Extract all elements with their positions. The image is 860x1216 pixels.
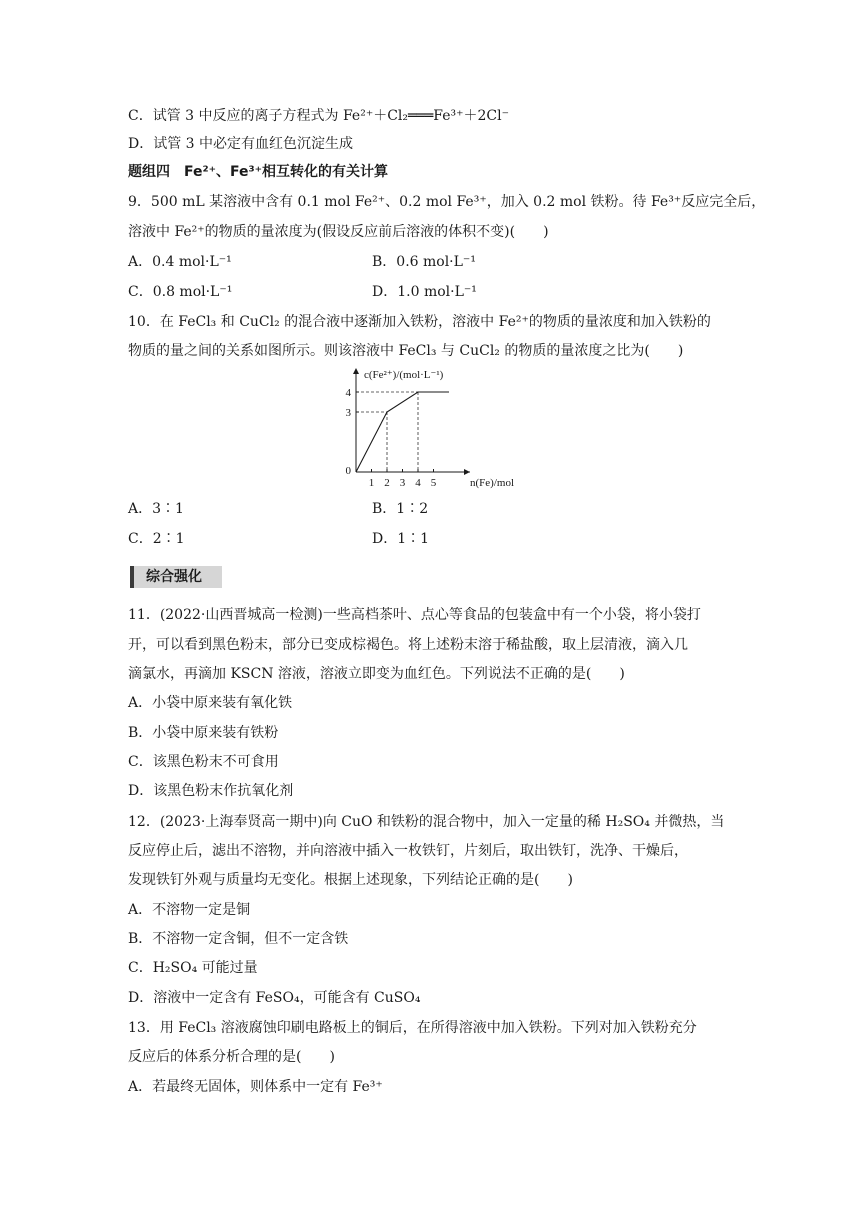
q11-option-d: D．该黑色粉末作抗氧化剂	[128, 783, 294, 799]
q10-option-a: A．3∶1	[128, 501, 184, 517]
x-tick-label-2: 2	[384, 477, 390, 489]
q12-option-d: D．溶液中一定含有 FeSO₄，可能含有 CuSO₄	[128, 990, 421, 1006]
q10-option-c: C．2∶1	[128, 531, 185, 547]
q11-option-a: A．小袋中原来装有氧化铁	[128, 695, 293, 711]
series-line-0	[356, 392, 449, 472]
q11-stem-line1: 11．(2022·山西晋城高一检测)一些高档茶叶、点心等食品的包装盒中有一个小袋，将小袋打	[128, 607, 701, 623]
origin-label: 0	[345, 465, 351, 477]
q12-option-c: C．H₂SO₄ 可能过量	[128, 960, 258, 976]
q9-option-d: D．1.0 mol·L⁻¹	[372, 284, 477, 300]
q13-stem-line1: 13．用 FeCl₃ 溶液腐蚀印刷电路板上的铜后，在所得溶液中加入铁粉。下列对加入铁粉充分	[128, 1020, 697, 1036]
q12-stem-line1: 12．(2023·上海奉贤高一期中)向 CuO 和铁粉的混合物中，加入一定量的稀 H₂SO₄ 并微热，当	[128, 814, 725, 830]
q8-option-d: D．试管 3 中必定有血红色沉淀生成	[128, 136, 354, 152]
q9-stem-line2: 溶液中 Fe²⁺的物质的量浓度为(假设反应前后溶液的体积不变)( )	[128, 224, 549, 240]
q12-stem-line2: 反应停止后，滤出不溶物，并向溶液中插入一枚铁钉，片刻后，取出铁钉，洗净、干燥后，	[128, 843, 688, 859]
q11-option-b: B．小袋中原来装有铁粉	[128, 725, 279, 741]
x-tick-label-5: 5	[430, 477, 437, 489]
q12-option-b: B．不溶物一定含铜，但不一定含铁	[128, 931, 349, 947]
q13-option-a: A．若最终无固体，则体系中一定有 Fe³⁺	[128, 1079, 383, 1095]
x-tick-label-4: 4	[415, 477, 421, 489]
q12-option-a: A．不溶物一定是铜	[128, 902, 251, 918]
q12-stem-line3: 发现铁钉外观与质量均无变化。根据上述现象，下列结论正确的是( )	[128, 872, 573, 888]
group-heading: 题组四 Fe²⁺、Fe³⁺相互转化的有关计算	[128, 164, 389, 180]
y-tick-label-3: 3	[345, 407, 351, 419]
q8-option-c: C．试管 3 中反应的离子方程式为 Fe²⁺＋Cl₂═══Fe³⁺＋2Cl⁻	[128, 108, 510, 124]
section-badge	[130, 566, 222, 588]
y-axis-arrow	[353, 368, 359, 374]
q9-option-b: B．0.6 mol·L⁻¹	[372, 254, 476, 270]
q10-stem-line2: 物质的量之间的关系如图所示。则该溶液中 FeCl₃ 与 CuCl₂ 的物质的量浓度之比为( )	[128, 343, 684, 359]
x-axis-label: n(Fe)/mol	[470, 477, 514, 489]
q9-option-c: C．0.8 mol·L⁻¹	[128, 284, 233, 300]
q10-option-d: D．1∶1	[372, 531, 430, 547]
x-axis-arrow	[464, 469, 470, 475]
q9-option-a: A．0.4 mol·L⁻¹	[128, 254, 232, 270]
x-tick-label-3: 3	[399, 477, 406, 489]
q9-stem-line1: 9．500 mL 某溶液中含有 0.1 mol Fe²⁺、0.2 mol Fe³⁺，加入 0.2 mol 铁粉。待 Fe³⁺反应完全后，	[128, 194, 766, 210]
q10-option-b: B．1∶2	[372, 501, 429, 517]
x-tick-label-1: 1	[368, 477, 375, 489]
y-axis-label: c(Fe²⁺)/(mol·L⁻¹)	[364, 369, 444, 381]
q11-stem-line3: 滴氯水，再滴加 KSCN 溶液，溶液立即变为血红色。下列说法不正确的是( )	[128, 666, 625, 682]
fe2-concentration-chart	[330, 364, 530, 494]
q13-stem-line2: 反应后的体系分析合理的是( )	[128, 1049, 335, 1065]
q11-stem-line2: 开，可以看到黑色粉末，部分已变成棕褐色。将上述粉末溶于稀盐酸，取上层清液，滴入几	[128, 637, 688, 653]
section-title: 综合强化	[146, 569, 202, 585]
q11-option-c: C．该黑色粉末不可食用	[128, 754, 279, 770]
q10-stem-line1: 10．在 FeCl₃ 和 CuCl₂ 的混合液中逐渐加入铁粉，溶液中 Fe²⁺的物质的量浓度和加入铁粉的	[128, 314, 711, 330]
y-tick-label-4: 4	[345, 387, 351, 399]
